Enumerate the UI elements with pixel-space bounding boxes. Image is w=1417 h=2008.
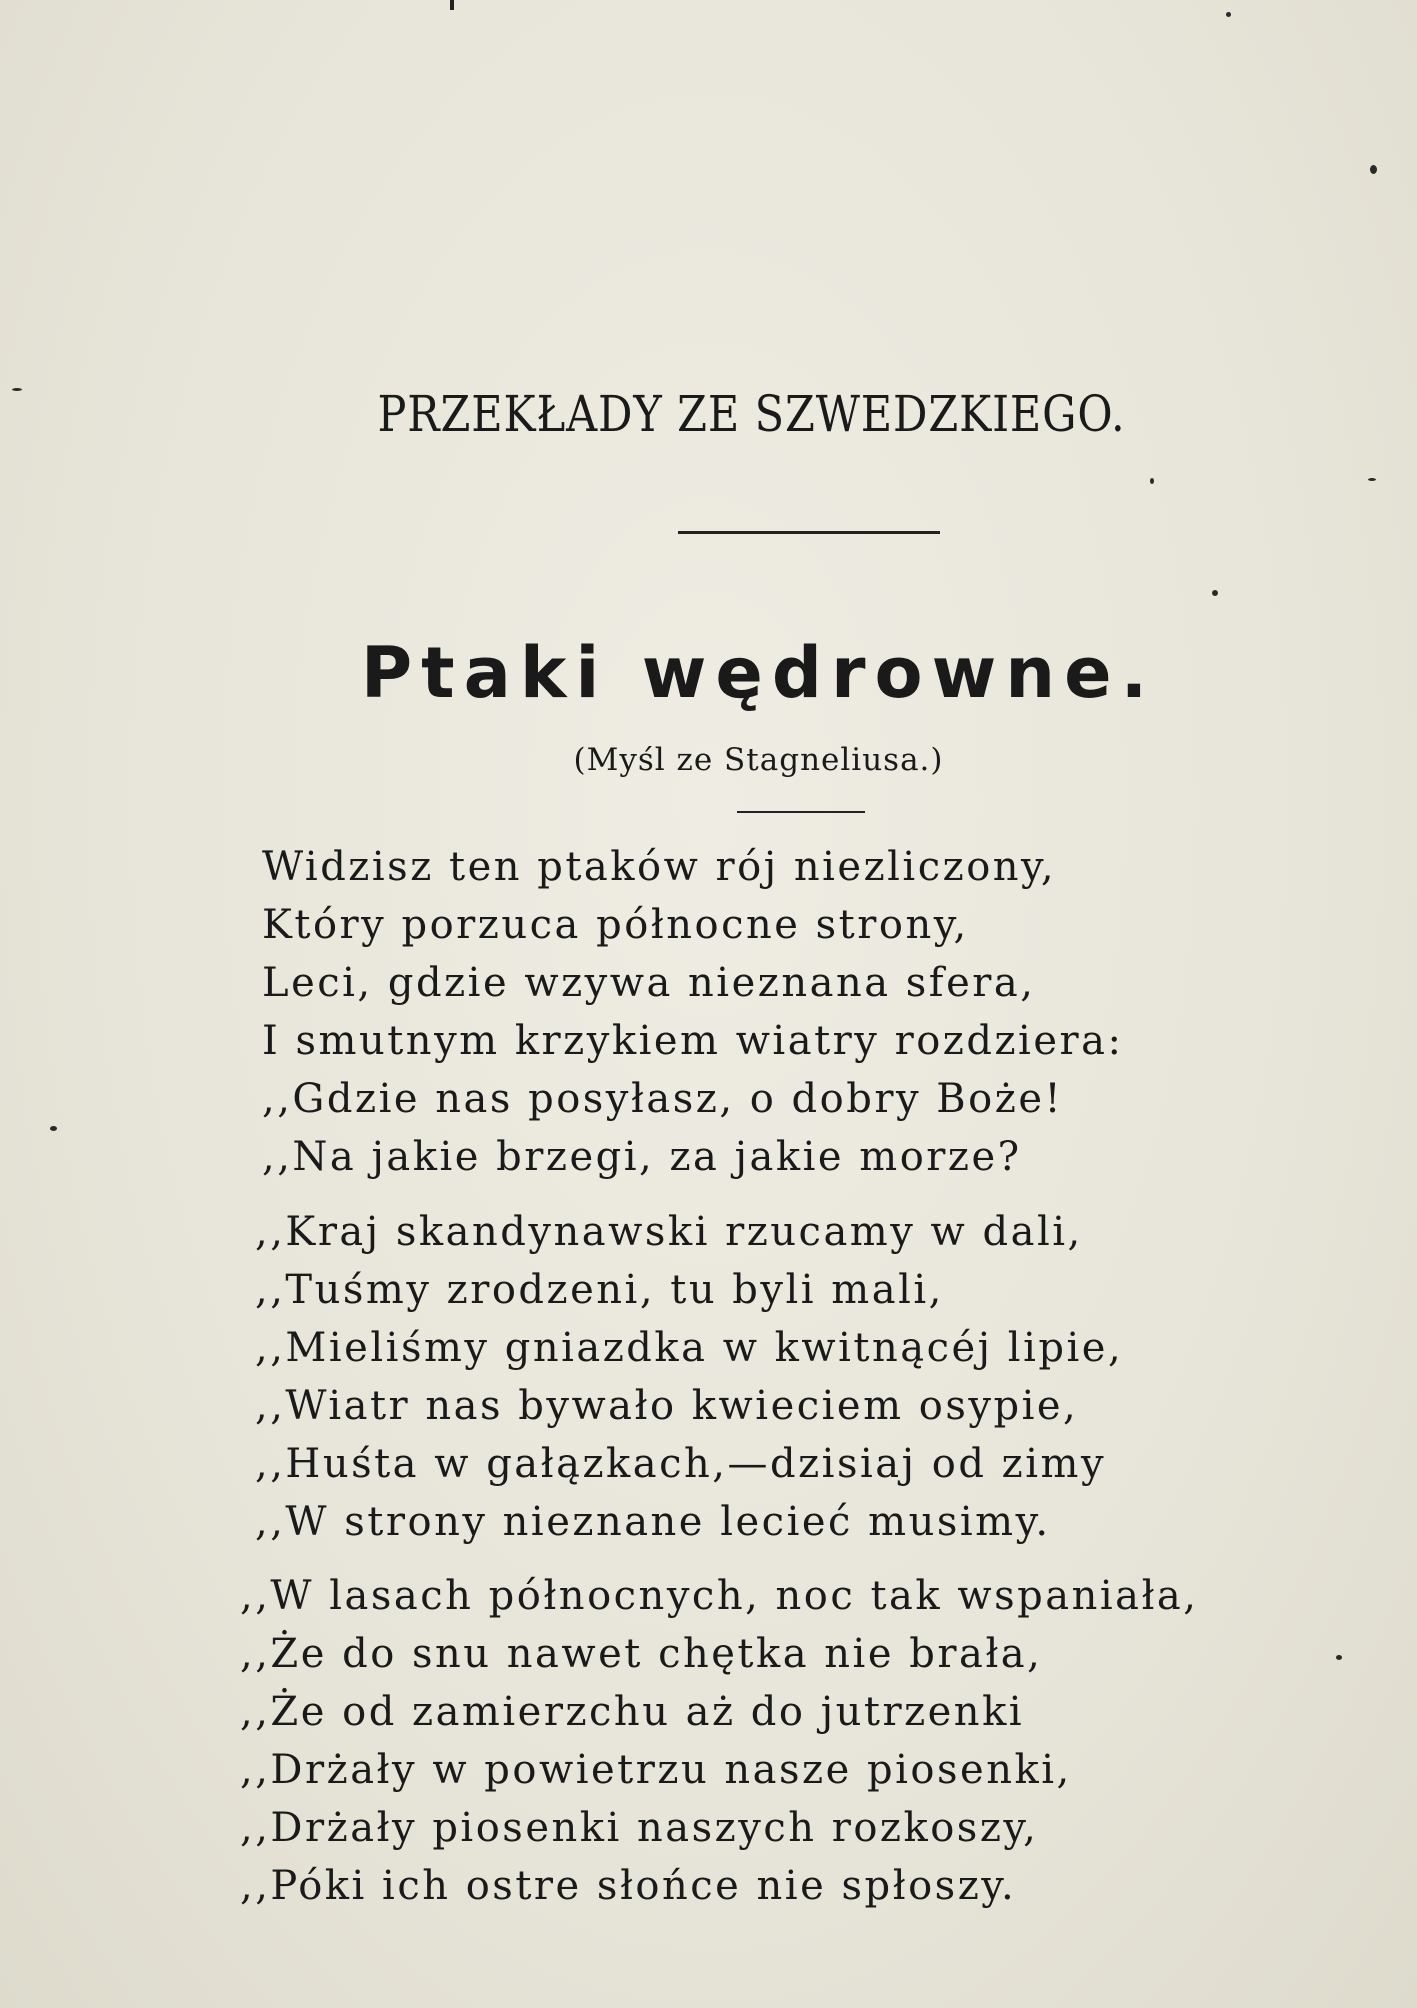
- verse-line: ,,Wiatr nas bywało kwieciem osypie,: [255, 1383, 1079, 1429]
- speck: [1226, 12, 1231, 17]
- verse-line: ,,Drżały w powietrzu nasze piosenki,: [240, 1747, 1072, 1793]
- speck: [1212, 590, 1218, 596]
- verse-line: ,,Mieliśmy gniazdka w kwitnącéj lipie,: [255, 1325, 1124, 1371]
- verse-line: ,,Kraj skandynawski rzucamy w dali,: [255, 1209, 1083, 1255]
- speck: [1370, 165, 1377, 174]
- verse-line: Widzisz ten ptaków rój niezliczony,: [262, 844, 1057, 890]
- top-edge-mark: [450, 0, 454, 10]
- speck: [1150, 478, 1154, 484]
- poem-subtitle: (Myśl ze Stagneliusa.): [573, 742, 944, 778]
- speck: [12, 388, 22, 391]
- subtitle-divider: [737, 811, 865, 813]
- verse-line: ,,Huśta w gałązkach,—dzisiaj od zimy: [255, 1441, 1107, 1487]
- stanza-3: [240, 1567, 1340, 1915]
- speck: [50, 1126, 57, 1131]
- title-divider: [678, 531, 940, 534]
- verse-line: I smutnym krzykiem wiatry rozdziera:: [262, 1018, 1124, 1064]
- verse-line: ,,W strony nieznane lecieć musimy.: [255, 1499, 1051, 1545]
- verse-line: ,,Że do snu nawet chętka nie brała,: [240, 1631, 1043, 1677]
- poem-title: Ptaki wędrowne.: [360, 632, 1157, 714]
- verse-line: ,,Gdzie nas posyłasz, o dobry Boże!: [262, 1076, 1064, 1122]
- speck: [1368, 478, 1376, 481]
- verse-line: ,,Tuśmy zrodzeni, tu byli mali,: [255, 1267, 944, 1313]
- section-title: PRZEKŁADY ZE SZWEDZKIEGO.: [377, 385, 1126, 443]
- stanza-2: [255, 1203, 1355, 1551]
- verse-line: ,,Póki ich ostre słońce nie spłoszy.: [240, 1863, 1017, 1909]
- verse-line: Który porzuca północne strony,: [262, 902, 969, 948]
- verse-line: ,,W lasach północnych, noc tak wspaniała,: [240, 1573, 1199, 1619]
- verse-line: ,,Drżały piosenki naszych rozkoszy,: [240, 1805, 1039, 1851]
- verse-line: ,,Na jakie brzegi, za jakie morze?: [262, 1134, 1022, 1180]
- verse-line: ,,Że od zamierzchu aż do jutrzenki: [240, 1689, 1025, 1735]
- verse-line: Leci, gdzie wzywa nieznana sfera,: [262, 960, 1036, 1006]
- stanza-1: [262, 838, 1362, 1186]
